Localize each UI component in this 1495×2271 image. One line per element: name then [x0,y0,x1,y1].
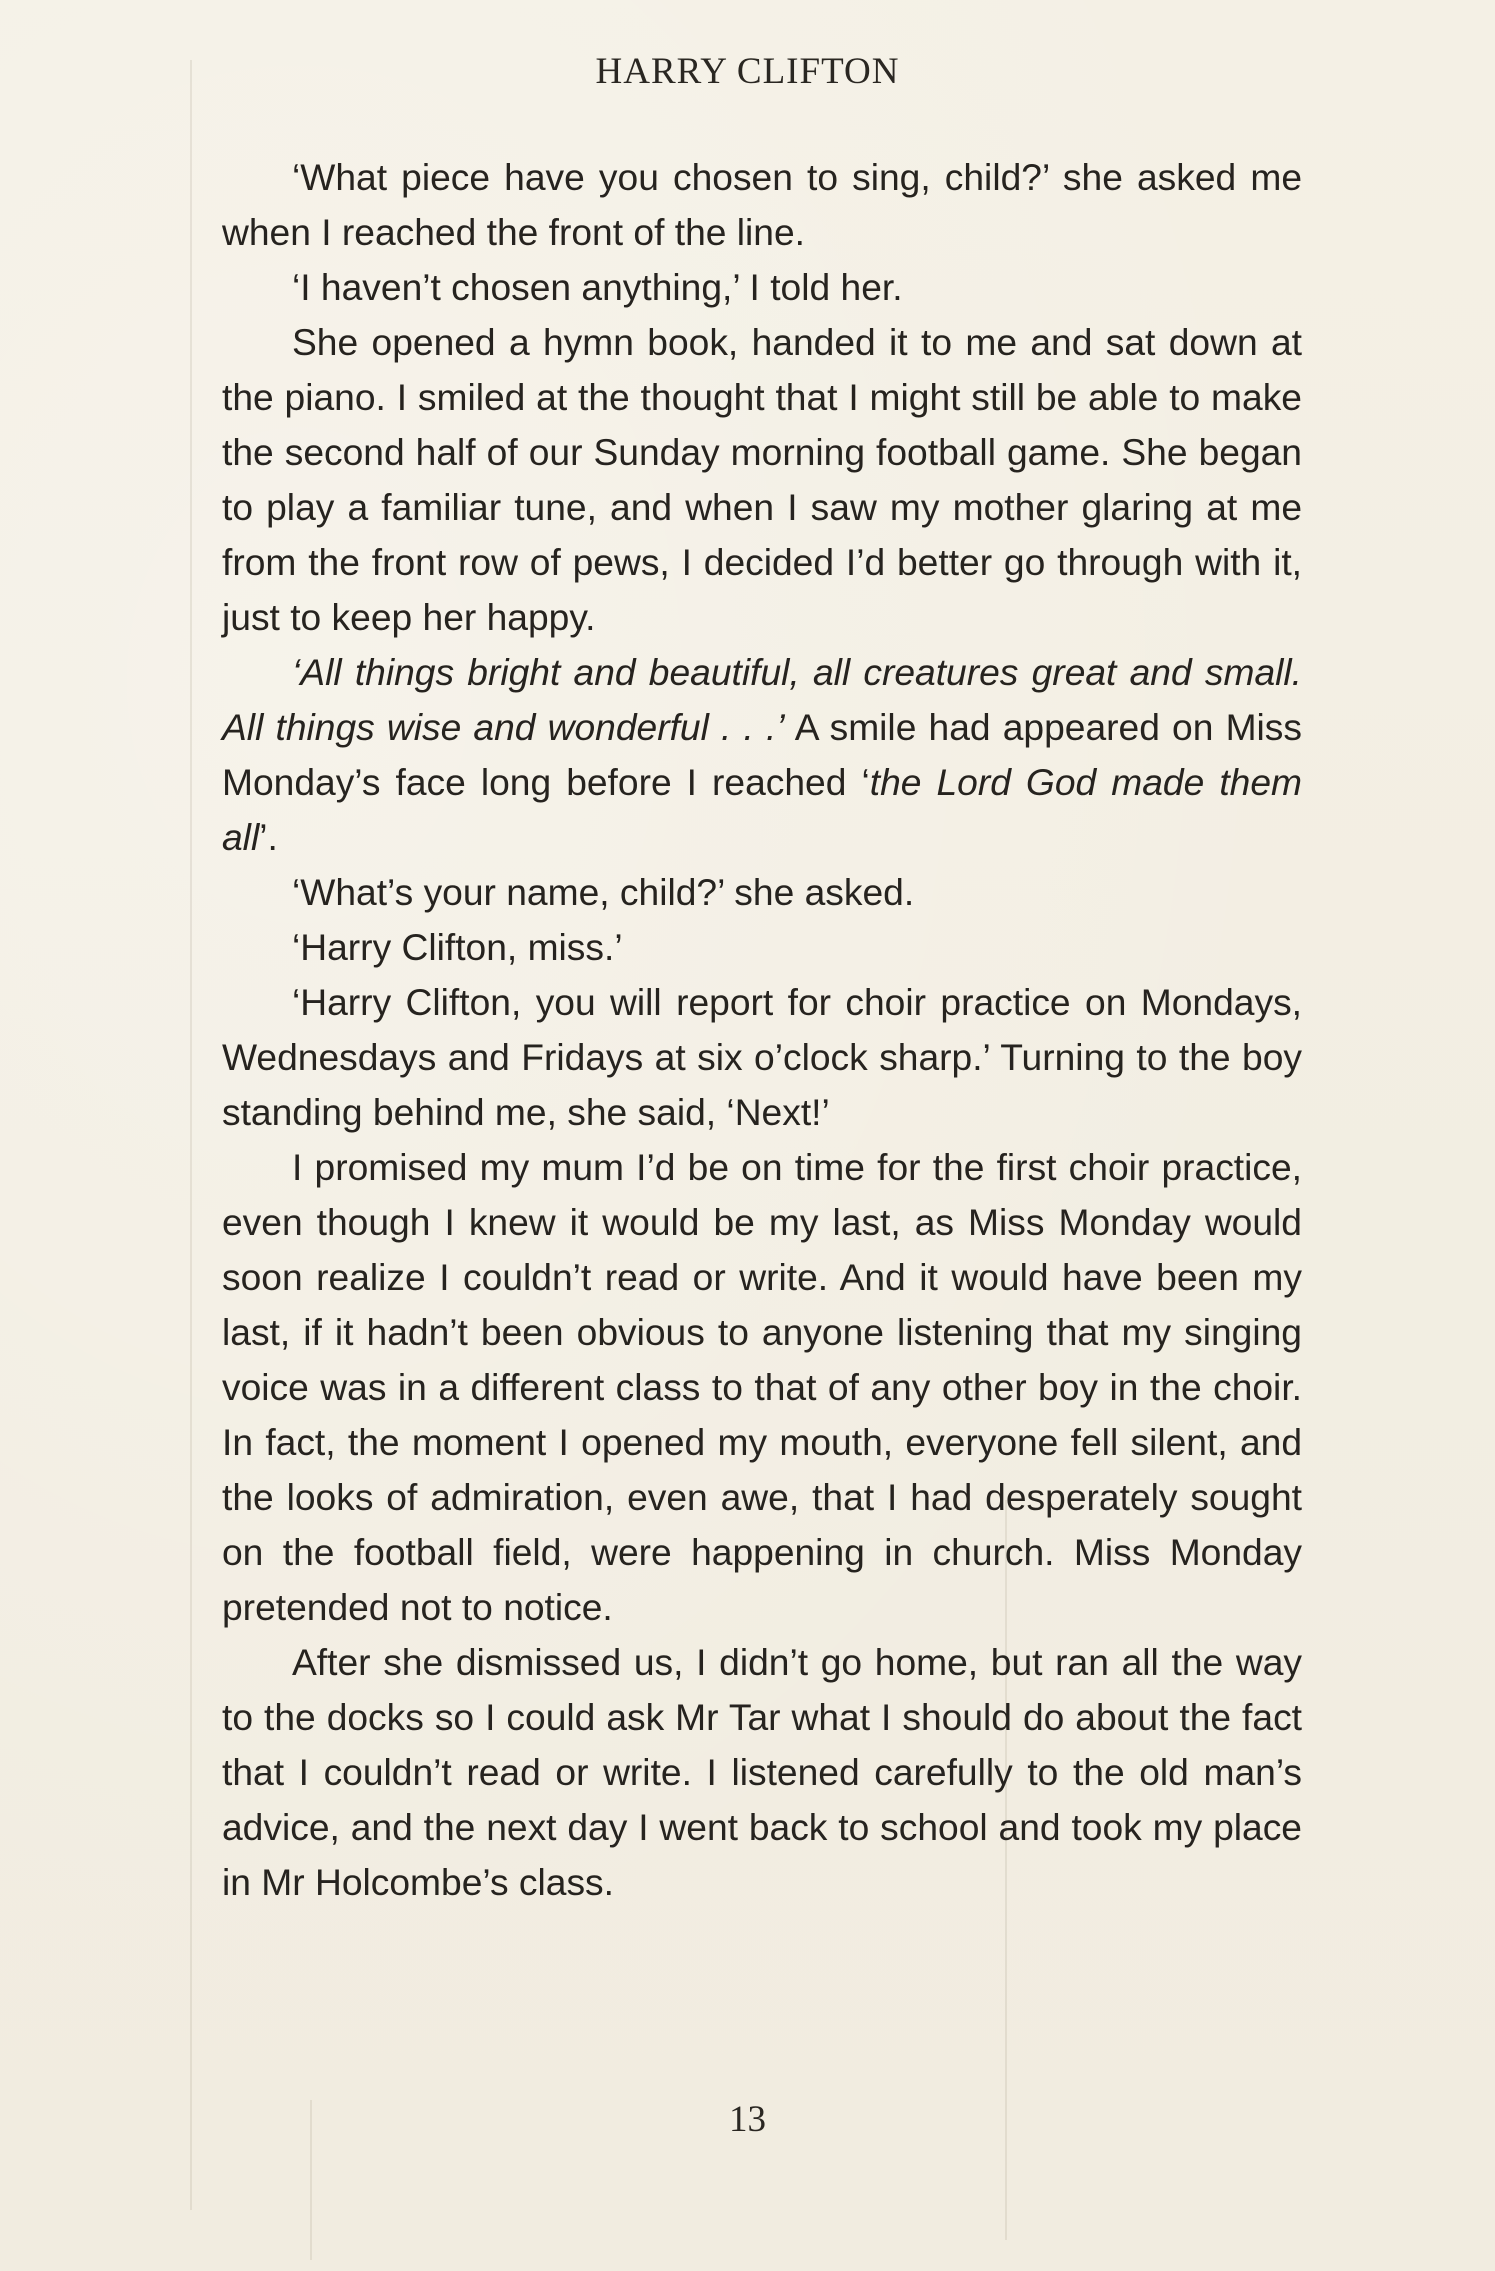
text-run: A smile had appeared on Miss Monday’s face long before I reached ‘ [222,706,1302,803]
text-run: ‘What’s your name, child?’ she asked. [292,871,915,913]
body-text [222,150,1302,1910]
running-head: HARRY CLIFTON [595,51,900,92]
paragraph [222,150,1302,260]
paragraph [222,260,1302,315]
italic-text: the Lord God made them all [222,761,1302,858]
page-number: 13 [729,2099,766,2140]
paragraph [222,1140,1302,1635]
text-run: After she dismissed us, I didn’t go home, but ran all the way to the docks so I could ask Mr Tar what I should do about the fact that I couldn’t read or write. I listened carefully to the old man’s advice, and the next day I went back to school and took my place in Mr Holcombe’s class. [222,1641,1302,1903]
paragraph [222,975,1302,1140]
italic-text: ‘All things bright and beautiful, all creatures great and small. All things wise and wonderful . . .’ [222,651,1302,748]
text-run: ‘What piece have you chosen to sing, child?’ she asked me when I reached the front of the line. [222,156,1302,253]
paragraph [222,920,1302,975]
paragraph [222,865,1302,920]
scan-streak [190,60,192,2210]
paragraph [222,315,1302,645]
text-run: ‘Harry Clifton, you will report for choir practice on Mondays, Wednesdays and Fridays at six o’clock sharp.’ Turning to the boy standing behind me, she said, ‘Next!’ [222,981,1302,1133]
paragraph [222,1635,1302,1910]
text-run: ‘Harry Clifton, miss.’ [292,926,623,968]
paragraph [222,645,1302,865]
text-run: I promised my mum I’d be on time for the first choir practice, even though I knew it would be my last, as Miss Monday would soon realize I couldn’t read or write. And it would have been my last, if it hadn’t been obvious to anyone listening that my singing voice was in a different class to that of any other boy in the choir. In fact, the moment I opened my mouth, everyone fell silent, and the looks of admiration, even awe, that I had desperately sought on the football field, were happening in church. Miss Monday pretended not to notice. [222,1146,1302,1628]
text-run: ’. [259,816,278,858]
text-run: ‘I haven’t chosen anything,’ I told her. [292,266,903,308]
text-run: She opened a hymn book, handed it to me and sat down at the piano. I smiled at the thought that I might still be able to make the second half of our Sunday morning football game. She began to play a familiar tune, and when I saw my mother glaring at me from the front row of pews, I decided I’d better go through with it, just to keep her happy. [222,321,1302,638]
